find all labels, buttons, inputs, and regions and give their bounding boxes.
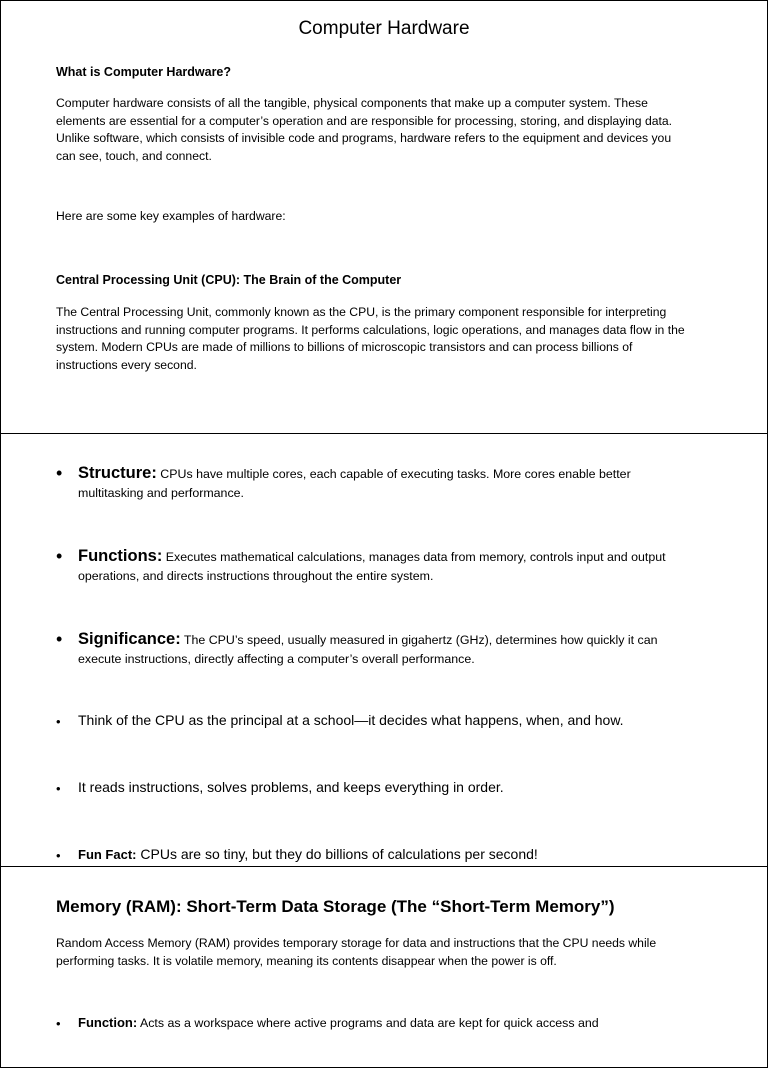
slide-computer-hardware: [0, 0, 768, 434]
bullet-text: Executes mathematical calculations, manages data from memory, controls input and output operations, and directs instructions throughout the entire system.: [78, 550, 666, 583]
function-label: Function:: [78, 1015, 138, 1030]
slide-cpu-details: [0, 433, 768, 867]
bullet-lead: Structure:: [78, 464, 157, 482]
bullet-dot: •: [56, 1016, 61, 1031]
bullet-functions: [56, 547, 696, 586]
bullet-dot: •: [56, 463, 63, 483]
bullet-text: The CPU’s speed, usually measured in gigahertz (GHz), determines how quickly it can execute instructions, directly affecting a computer’s overall performance.: [78, 633, 658, 666]
examples-line: Here are some key examples of hardware:: [56, 209, 286, 223]
bullet-principal-analogy: [56, 711, 696, 730]
function-text: Acts as a workspace where active programs and data are kept for quick access and: [137, 1016, 599, 1030]
page-title: Computer Hardware: [298, 18, 470, 39]
slide-memory-ram: [0, 866, 768, 1068]
bullet-reads-instructions: [56, 778, 696, 797]
bullet-text: Think of the CPU as the principal at a school—it decides what happens, when, and how.: [78, 712, 624, 728]
bullet-lead: Functions:: [78, 547, 163, 565]
bullet-dot: •: [56, 714, 61, 729]
memory-paragraph: Random Access Memory (RAM) provides temporary storage for data and instructions that the CPU needs while performing tasks. It is volatile memory, meaning its contents disappear when the power is off.: [56, 936, 657, 968]
fun-fact-text: CPUs are so tiny, but they do billions of calculations per second!: [136, 846, 538, 862]
cpu-paragraph: The Central Processing Unit, commonly known as the CPU, is the primary component responsible for interpreting instructions and running computer programs. It performs calculations, logic operations, and manages data flow in the system. Modern CPUs are made of millions to billions of microscopic transistors and can process billions of instructions every second.: [56, 305, 685, 372]
what-is-hardware-heading: What is Computer Hardware?: [56, 65, 232, 79]
fun-fact-label: Fun Fact:: [78, 847, 137, 862]
bullet-dot: •: [56, 546, 63, 566]
bullet-dot: •: [56, 781, 61, 796]
bullet-significance: [56, 630, 696, 669]
bullet-lead: Significance:: [78, 630, 181, 648]
bullet-memory-function: [56, 1013, 696, 1033]
bullet-fun-fact: [56, 845, 696, 864]
bullet-dot: •: [56, 848, 61, 863]
intro-paragraph: Computer hardware consists of all the tangible, physical components that make up a computer system. These elements are essential for a computer’s operation and are responsible for processing, storing, and displaying data. Unlike software, which consists of invisible code and programs, hardware refers to the equipment and devices you can see, touch, and connect.: [56, 96, 673, 163]
bullet-dot: •: [56, 629, 63, 649]
bullet-text: CPUs have multiple cores, each capable of executing tasks. More cores enable better multitasking and performance.: [78, 467, 631, 500]
bullet-structure: [56, 464, 696, 503]
bullet-text: It reads instructions, solves problems, and keeps everything in order.: [78, 779, 504, 795]
memory-heading: Memory (RAM): Short-Term Data Storage (The “Short-Term Memory”): [56, 897, 615, 916]
cpu-heading: Central Processing Unit (CPU): The Brain of the Computer: [56, 273, 402, 287]
